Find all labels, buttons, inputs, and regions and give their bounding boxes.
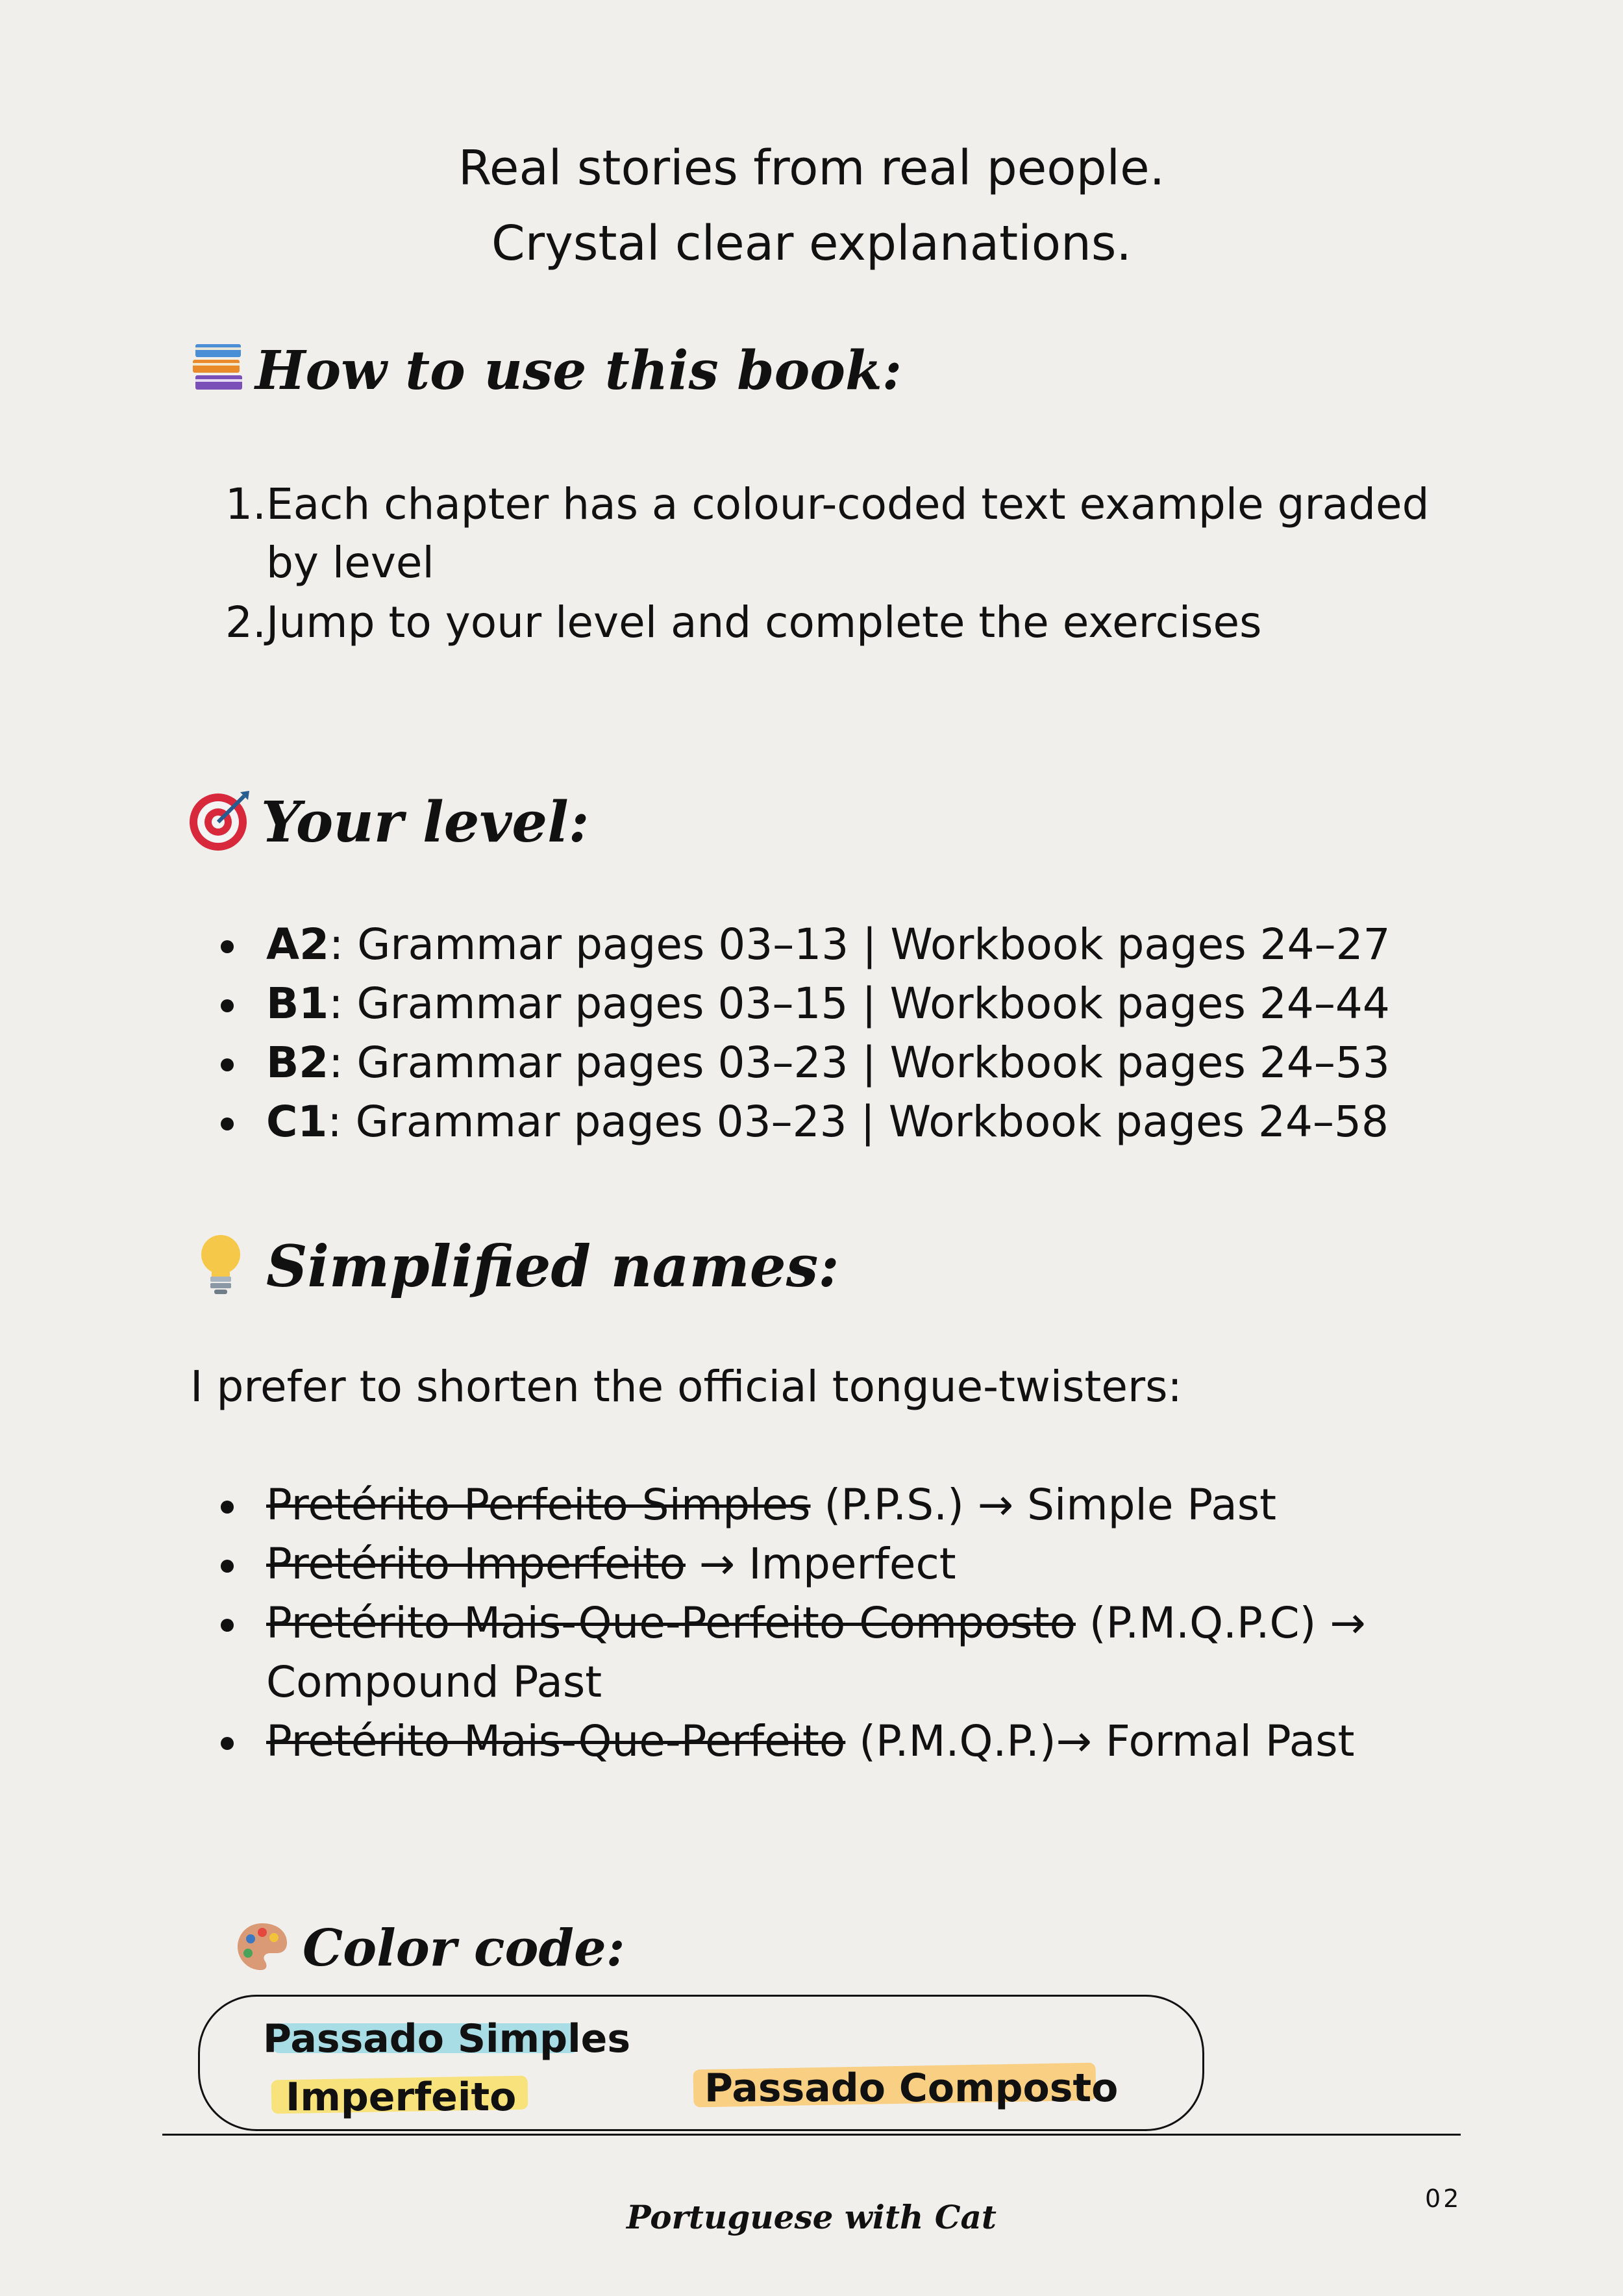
how-to-heading: How to use this book: <box>255 340 902 402</box>
bullet <box>221 1501 234 1514</box>
simplified-section-header <box>195 1229 1039 1300</box>
simplified-name-continued: Compound Past <box>266 1657 602 1707</box>
legend-imperfeito: Imperfeito <box>286 2075 517 2120</box>
official-name: Pretérito Mais-Que-Perfeito Composto <box>266 1598 1076 1648</box>
step-text: Each chapter has a colour-coded text example graded <box>266 479 1430 529</box>
tagline-line-1: Real stories from real people. <box>458 140 1165 196</box>
lightbulb-icon <box>195 1231 247 1296</box>
bullet <box>221 1737 234 1750</box>
level-code: B2 <box>266 1038 329 1088</box>
official-name: Pretérito Perfeito Simples <box>266 1480 811 1530</box>
color-code-section-header <box>235 1914 884 1979</box>
official-name: Pretérito Imperfeito <box>266 1539 686 1589</box>
bullet <box>221 999 234 1012</box>
target-icon <box>188 790 251 852</box>
simplified-name: (P.P.S.) → Simple Past <box>810 1480 1276 1530</box>
books-icon <box>192 342 245 395</box>
bullet <box>221 1560 234 1573</box>
bullet <box>221 940 234 953</box>
official-name: Pretérito Mais-Que-Perfeito <box>266 1716 846 1766</box>
level-text: : Grammar pages 03–23 | Workbook pages 24–58 <box>327 1097 1389 1147</box>
simplified-name: (P.M.Q.P.C) → <box>1075 1598 1366 1648</box>
legend-passado-simples: Passado Simples <box>263 2016 631 2062</box>
footer-divider <box>162 2134 1461 2136</box>
level-code: A2 <box>266 919 330 969</box>
bullet <box>221 1619 234 1632</box>
level-text: : Grammar pages 03–15 | Workbook pages 24–44 <box>328 979 1390 1029</box>
simplified-heading: Simplified names: <box>266 1232 839 1300</box>
step-text-continued: by level <box>266 538 434 588</box>
simplified-intro: I prefer to shorten the official tongue-twisters: <box>190 1362 1182 1412</box>
step-number: 2. <box>225 597 266 647</box>
legend-passado-composto: Passado Composto <box>704 2065 1119 2111</box>
how-to-section-header <box>192 338 971 403</box>
simplified-name: (P.M.Q.P.)→ Formal Past <box>845 1716 1355 1766</box>
bullet <box>221 1117 234 1130</box>
level-code: B1 <box>266 979 329 1029</box>
level-text: : Grammar pages 03–13 | Workbook pages 24–27 <box>329 919 1391 969</box>
level-code: C1 <box>266 1097 328 1147</box>
palette-icon <box>235 1921 290 1973</box>
level-text: : Grammar pages 03–23 | Workbook pages 24–53 <box>328 1038 1390 1088</box>
page-number: 02 <box>1425 2184 1462 2213</box>
step-text: Jump to your level and complete the exercises <box>266 597 1262 647</box>
bullet <box>221 1058 234 1071</box>
simplified-name: → Imperfect <box>685 1539 956 1589</box>
tagline-line-2: Crystal clear explanations. <box>491 216 1132 271</box>
level-section-header <box>188 786 967 857</box>
color-code-heading: Color code: <box>303 1919 625 1978</box>
level-heading: Your level: <box>261 790 589 855</box>
step-number: 1. <box>225 479 266 529</box>
footer-brand: Portuguese with Cat <box>626 2198 997 2236</box>
